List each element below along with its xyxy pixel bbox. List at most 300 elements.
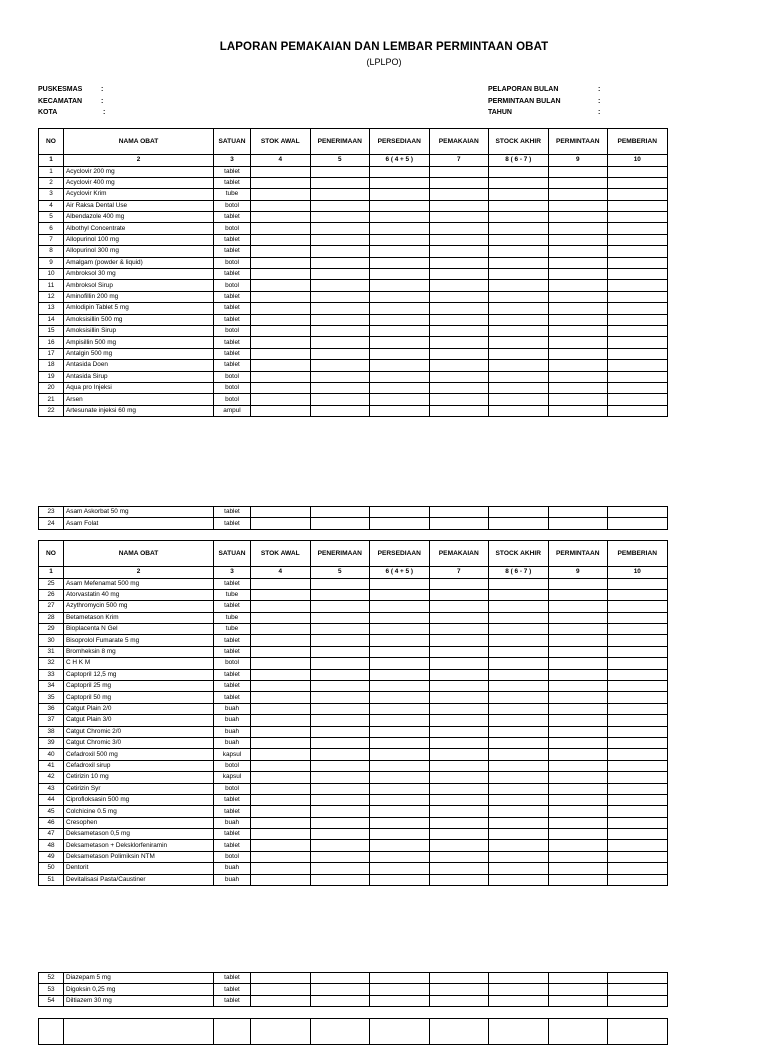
value-cell[interactable]: [548, 325, 608, 336]
value-cell[interactable]: [310, 783, 370, 794]
value-cell[interactable]: [489, 337, 549, 348]
value-cell[interactable]: [608, 829, 668, 840]
value-cell[interactable]: [548, 973, 608, 984]
value-cell[interactable]: [251, 177, 311, 188]
value-cell[interactable]: [608, 269, 668, 280]
value-cell[interactable]: [429, 394, 489, 405]
value-cell[interactable]: [548, 715, 608, 726]
value-cell[interactable]: [370, 371, 430, 382]
value-cell[interactable]: [310, 612, 370, 623]
value-cell[interactable]: [310, 669, 370, 680]
value-cell[interactable]: [548, 257, 608, 268]
value-cell[interactable]: [548, 212, 608, 223]
value-cell[interactable]: [489, 973, 549, 984]
value-cell[interactable]: [251, 984, 311, 995]
value-cell[interactable]: [548, 189, 608, 200]
value-cell[interactable]: [489, 874, 549, 885]
value-cell[interactable]: [548, 589, 608, 600]
value-cell[interactable]: [370, 200, 430, 211]
value-cell[interactable]: [251, 280, 311, 291]
value-cell[interactable]: [251, 371, 311, 382]
value-cell[interactable]: [429, 817, 489, 828]
value-cell[interactable]: [310, 624, 370, 635]
value-cell[interactable]: [608, 246, 668, 257]
value-cell[interactable]: [310, 794, 370, 805]
value-cell[interactable]: [548, 303, 608, 314]
value-cell[interactable]: [489, 269, 549, 280]
value-cell[interactable]: [548, 360, 608, 371]
value-cell[interactable]: [310, 829, 370, 840]
value-cell[interactable]: [370, 772, 430, 783]
value-cell[interactable]: [489, 669, 549, 680]
value-cell[interactable]: [310, 371, 370, 382]
value-cell[interactable]: [370, 840, 430, 851]
value-cell[interactable]: [548, 829, 608, 840]
value-cell[interactable]: [429, 578, 489, 589]
value-cell[interactable]: [251, 578, 311, 589]
value-cell[interactable]: [310, 246, 370, 257]
value-cell[interactable]: [251, 806, 311, 817]
value-cell[interactable]: [370, 646, 430, 657]
value-cell[interactable]: [489, 772, 549, 783]
value-cell[interactable]: [429, 360, 489, 371]
value-cell[interactable]: [429, 325, 489, 336]
value-cell[interactable]: [370, 337, 430, 348]
value-cell[interactable]: [429, 348, 489, 359]
value-cell[interactable]: [251, 635, 311, 646]
value-cell[interactable]: [608, 360, 668, 371]
value-cell[interactable]: [370, 405, 430, 416]
value-cell[interactable]: [251, 692, 311, 703]
value-cell[interactable]: [251, 223, 311, 234]
value-cell[interactable]: [310, 658, 370, 669]
value-cell[interactable]: [608, 772, 668, 783]
value-cell[interactable]: [370, 995, 430, 1006]
value-cell[interactable]: [370, 314, 430, 325]
value-cell[interactable]: [429, 234, 489, 245]
value-cell[interactable]: [489, 234, 549, 245]
value-cell[interactable]: [608, 863, 668, 874]
value-cell[interactable]: [489, 817, 549, 828]
value-cell[interactable]: [310, 177, 370, 188]
value-cell[interactable]: [489, 303, 549, 314]
value-cell[interactable]: [370, 829, 430, 840]
value-cell[interactable]: [429, 612, 489, 623]
value-cell[interactable]: [370, 624, 430, 635]
value-cell[interactable]: [608, 794, 668, 805]
value-cell[interactable]: [608, 635, 668, 646]
value-cell[interactable]: [429, 280, 489, 291]
value-cell[interactable]: [310, 166, 370, 177]
value-cell[interactable]: [251, 257, 311, 268]
value-cell[interactable]: [310, 348, 370, 359]
value-cell[interactable]: [608, 726, 668, 737]
value-cell[interactable]: [310, 337, 370, 348]
value-cell[interactable]: [310, 874, 370, 885]
value-cell[interactable]: [489, 794, 549, 805]
value-cell[interactable]: [489, 681, 549, 692]
value-cell[interactable]: [548, 337, 608, 348]
value-cell[interactable]: [489, 280, 549, 291]
value-cell[interactable]: [429, 783, 489, 794]
value-cell[interactable]: [489, 405, 549, 416]
value-cell[interactable]: [251, 829, 311, 840]
value-cell[interactable]: [429, 303, 489, 314]
value-cell[interactable]: [608, 257, 668, 268]
value-cell[interactable]: [429, 840, 489, 851]
value-cell[interactable]: [310, 234, 370, 245]
value-cell[interactable]: [608, 749, 668, 760]
value-cell[interactable]: [608, 760, 668, 771]
value-cell[interactable]: [608, 624, 668, 635]
value-cell[interactable]: [548, 995, 608, 1006]
value-cell[interactable]: [548, 382, 608, 393]
value-cell[interactable]: [548, 840, 608, 851]
value-cell[interactable]: [429, 874, 489, 885]
value-cell[interactable]: [548, 269, 608, 280]
value-cell[interactable]: [489, 189, 549, 200]
value-cell[interactable]: [370, 257, 430, 268]
value-cell[interactable]: [429, 269, 489, 280]
value-cell[interactable]: [429, 658, 489, 669]
value-cell[interactable]: [489, 246, 549, 257]
value-cell[interactable]: [548, 772, 608, 783]
value-cell[interactable]: [429, 624, 489, 635]
value-cell[interactable]: [429, 681, 489, 692]
value-cell[interactable]: [608, 223, 668, 234]
value-cell[interactable]: [310, 692, 370, 703]
value-cell[interactable]: [548, 806, 608, 817]
value-cell[interactable]: [251, 715, 311, 726]
value-cell[interactable]: [251, 737, 311, 748]
value-cell[interactable]: [429, 189, 489, 200]
value-cell[interactable]: [608, 325, 668, 336]
value-cell[interactable]: [251, 760, 311, 771]
value-cell[interactable]: [251, 589, 311, 600]
value-cell[interactable]: [370, 669, 430, 680]
value-cell[interactable]: [608, 177, 668, 188]
value-cell[interactable]: [489, 840, 549, 851]
value-cell[interactable]: [489, 863, 549, 874]
value-cell[interactable]: [548, 291, 608, 302]
value-cell[interactable]: [548, 863, 608, 874]
value-cell[interactable]: [310, 817, 370, 828]
value-cell[interactable]: [548, 371, 608, 382]
value-cell[interactable]: [489, 783, 549, 794]
value-cell[interactable]: [548, 578, 608, 589]
value-cell[interactable]: [608, 166, 668, 177]
value-cell[interactable]: [310, 840, 370, 851]
value-cell[interactable]: [608, 851, 668, 862]
value-cell[interactable]: [370, 703, 430, 714]
value-cell[interactable]: [489, 715, 549, 726]
value-cell[interactable]: [608, 783, 668, 794]
value-cell[interactable]: [251, 840, 311, 851]
value-cell[interactable]: [370, 794, 430, 805]
value-cell[interactable]: [489, 612, 549, 623]
value-cell[interactable]: [608, 612, 668, 623]
value-cell[interactable]: [310, 681, 370, 692]
value-cell[interactable]: [608, 405, 668, 416]
value-cell[interactable]: [251, 234, 311, 245]
value-cell[interactable]: [548, 658, 608, 669]
value-cell[interactable]: [429, 635, 489, 646]
value-cell[interactable]: [251, 189, 311, 200]
value-cell[interactable]: [251, 749, 311, 760]
value-cell[interactable]: [370, 760, 430, 771]
value-cell[interactable]: [370, 783, 430, 794]
value-cell[interactable]: [310, 703, 370, 714]
value-cell[interactable]: [608, 646, 668, 657]
value-cell[interactable]: [251, 325, 311, 336]
value-cell[interactable]: [608, 806, 668, 817]
value-cell[interactable]: [608, 669, 668, 680]
value-cell[interactable]: [548, 817, 608, 828]
value-cell[interactable]: [370, 681, 430, 692]
value-cell[interactable]: [310, 737, 370, 748]
value-cell[interactable]: [251, 382, 311, 393]
value-cell[interactable]: [310, 280, 370, 291]
value-cell[interactable]: [251, 817, 311, 828]
value-cell[interactable]: [608, 200, 668, 211]
value-cell[interactable]: [310, 303, 370, 314]
value-cell[interactable]: [251, 726, 311, 737]
value-cell[interactable]: [429, 703, 489, 714]
value-cell[interactable]: [489, 291, 549, 302]
value-cell[interactable]: [548, 223, 608, 234]
value-cell[interactable]: [548, 669, 608, 680]
value-cell[interactable]: [251, 658, 311, 669]
value-cell[interactable]: [370, 303, 430, 314]
value-cell[interactable]: [548, 646, 608, 657]
value-cell[interactable]: [548, 280, 608, 291]
value-cell[interactable]: [251, 874, 311, 885]
value-cell[interactable]: [608, 303, 668, 314]
value-cell[interactable]: [310, 806, 370, 817]
value-cell[interactable]: [548, 783, 608, 794]
value-cell[interactable]: [608, 280, 668, 291]
value-cell[interactable]: [251, 337, 311, 348]
value-cell[interactable]: [489, 749, 549, 760]
value-cell[interactable]: [370, 851, 430, 862]
value-cell[interactable]: [489, 325, 549, 336]
value-cell[interactable]: [251, 394, 311, 405]
value-cell[interactable]: [370, 280, 430, 291]
value-cell[interactable]: [251, 405, 311, 416]
value-cell[interactable]: [489, 166, 549, 177]
value-cell[interactable]: [489, 726, 549, 737]
value-cell[interactable]: [608, 984, 668, 995]
value-cell[interactable]: [429, 726, 489, 737]
value-cell[interactable]: [489, 829, 549, 840]
value-cell[interactable]: [608, 234, 668, 245]
value-cell[interactable]: [548, 234, 608, 245]
value-cell[interactable]: [429, 166, 489, 177]
value-cell[interactable]: [310, 507, 370, 518]
value-cell[interactable]: [608, 817, 668, 828]
value-cell[interactable]: [370, 291, 430, 302]
value-cell[interactable]: [370, 589, 430, 600]
value-cell[interactable]: [608, 337, 668, 348]
value-cell[interactable]: [370, 166, 430, 177]
value-cell[interactable]: [548, 635, 608, 646]
value-cell[interactable]: [310, 984, 370, 995]
value-cell[interactable]: [429, 806, 489, 817]
value-cell[interactable]: [370, 394, 430, 405]
value-cell[interactable]: [370, 806, 430, 817]
value-cell[interactable]: [251, 200, 311, 211]
value-cell[interactable]: [370, 360, 430, 371]
value-cell[interactable]: [310, 601, 370, 612]
value-cell[interactable]: [251, 212, 311, 223]
value-cell[interactable]: [429, 794, 489, 805]
value-cell[interactable]: [370, 234, 430, 245]
value-cell[interactable]: [429, 337, 489, 348]
value-cell[interactable]: [251, 348, 311, 359]
value-cell[interactable]: [429, 772, 489, 783]
value-cell[interactable]: [608, 681, 668, 692]
value-cell[interactable]: [310, 394, 370, 405]
value-cell[interactable]: [310, 257, 370, 268]
value-cell[interactable]: [608, 601, 668, 612]
value-cell[interactable]: [370, 177, 430, 188]
value-cell[interactable]: [429, 212, 489, 223]
value-cell[interactable]: [310, 325, 370, 336]
value-cell[interactable]: [370, 189, 430, 200]
value-cell[interactable]: [548, 405, 608, 416]
value-cell[interactable]: [310, 360, 370, 371]
value-cell[interactable]: [310, 646, 370, 657]
value-cell[interactable]: [548, 703, 608, 714]
value-cell[interactable]: [429, 995, 489, 1006]
value-cell[interactable]: [310, 973, 370, 984]
value-cell[interactable]: [370, 715, 430, 726]
value-cell[interactable]: [370, 325, 430, 336]
value-cell[interactable]: [310, 863, 370, 874]
value-cell[interactable]: [548, 612, 608, 623]
value-cell[interactable]: [489, 658, 549, 669]
value-cell[interactable]: [310, 314, 370, 325]
value-cell[interactable]: [251, 291, 311, 302]
value-cell[interactable]: [429, 291, 489, 302]
value-cell[interactable]: [251, 995, 311, 1006]
value-cell[interactable]: [548, 314, 608, 325]
value-cell[interactable]: [251, 973, 311, 984]
value-cell[interactable]: [489, 646, 549, 657]
value-cell[interactable]: [429, 646, 489, 657]
value-cell[interactable]: [251, 851, 311, 862]
value-cell[interactable]: [608, 874, 668, 885]
value-cell[interactable]: [251, 772, 311, 783]
value-cell[interactable]: [489, 995, 549, 1006]
value-cell[interactable]: [370, 973, 430, 984]
value-cell[interactable]: [310, 715, 370, 726]
value-cell[interactable]: [429, 507, 489, 518]
value-cell[interactable]: [548, 507, 608, 518]
value-cell[interactable]: [489, 703, 549, 714]
value-cell[interactable]: [429, 371, 489, 382]
value-cell[interactable]: [370, 601, 430, 612]
value-cell[interactable]: [548, 348, 608, 359]
value-cell[interactable]: [370, 612, 430, 623]
value-cell[interactable]: [310, 760, 370, 771]
value-cell[interactable]: [251, 246, 311, 257]
value-cell[interactable]: [548, 692, 608, 703]
value-cell[interactable]: [548, 749, 608, 760]
value-cell[interactable]: [548, 851, 608, 862]
value-cell[interactable]: [251, 612, 311, 623]
value-cell[interactable]: [370, 863, 430, 874]
value-cell[interactable]: [608, 371, 668, 382]
value-cell[interactable]: [370, 223, 430, 234]
value-cell[interactable]: [608, 382, 668, 393]
value-cell[interactable]: [370, 348, 430, 359]
value-cell[interactable]: [489, 984, 549, 995]
value-cell[interactable]: [608, 348, 668, 359]
value-cell[interactable]: [251, 314, 311, 325]
value-cell[interactable]: [429, 518, 489, 529]
value-cell[interactable]: [310, 518, 370, 529]
value-cell[interactable]: [429, 257, 489, 268]
value-cell[interactable]: [251, 303, 311, 314]
value-cell[interactable]: [608, 518, 668, 529]
value-cell[interactable]: [548, 681, 608, 692]
value-cell[interactable]: [370, 212, 430, 223]
value-cell[interactable]: [548, 166, 608, 177]
value-cell[interactable]: [489, 257, 549, 268]
value-cell[interactable]: [608, 212, 668, 223]
value-cell[interactable]: [251, 681, 311, 692]
value-cell[interactable]: [370, 737, 430, 748]
value-cell[interactable]: [370, 382, 430, 393]
value-cell[interactable]: [548, 874, 608, 885]
value-cell[interactable]: [608, 692, 668, 703]
value-cell[interactable]: [429, 382, 489, 393]
value-cell[interactable]: [370, 518, 430, 529]
value-cell[interactable]: [429, 715, 489, 726]
value-cell[interactable]: [370, 817, 430, 828]
value-cell[interactable]: [489, 760, 549, 771]
value-cell[interactable]: [370, 874, 430, 885]
value-cell[interactable]: [548, 601, 608, 612]
value-cell[interactable]: [489, 589, 549, 600]
value-cell[interactable]: [489, 518, 549, 529]
value-cell[interactable]: [429, 829, 489, 840]
value-cell[interactable]: [489, 578, 549, 589]
value-cell[interactable]: [251, 669, 311, 680]
value-cell[interactable]: [251, 703, 311, 714]
value-cell[interactable]: [251, 507, 311, 518]
value-cell[interactable]: [370, 507, 430, 518]
value-cell[interactable]: [370, 984, 430, 995]
value-cell[interactable]: [251, 794, 311, 805]
value-cell[interactable]: [429, 601, 489, 612]
value-cell[interactable]: [429, 314, 489, 325]
value-cell[interactable]: [608, 314, 668, 325]
value-cell[interactable]: [310, 578, 370, 589]
value-cell[interactable]: [489, 360, 549, 371]
value-cell[interactable]: [251, 601, 311, 612]
value-cell[interactable]: [370, 658, 430, 669]
value-cell[interactable]: [608, 973, 668, 984]
value-cell[interactable]: [489, 177, 549, 188]
value-cell[interactable]: [251, 518, 311, 529]
value-cell[interactable]: [548, 760, 608, 771]
value-cell[interactable]: [429, 589, 489, 600]
value-cell[interactable]: [608, 189, 668, 200]
value-cell[interactable]: [608, 589, 668, 600]
value-cell[interactable]: [608, 715, 668, 726]
